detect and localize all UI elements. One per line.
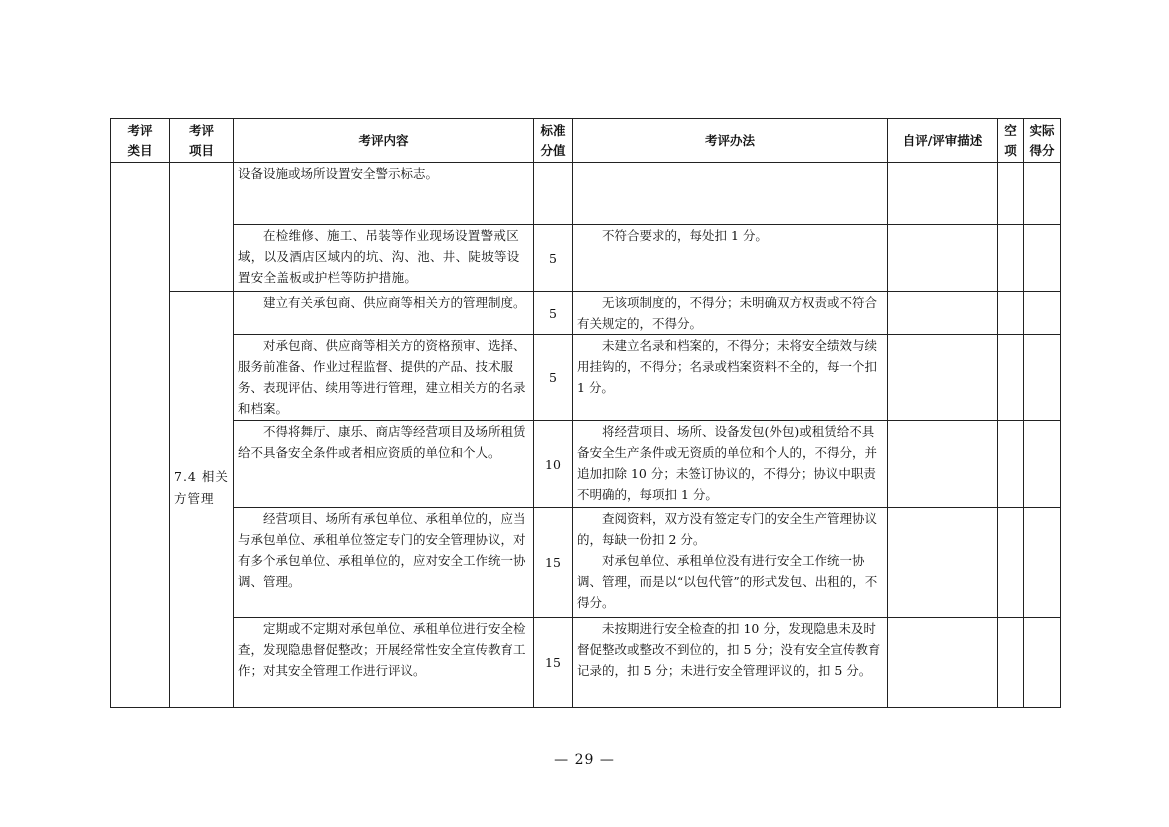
actual-score-cell — [1024, 225, 1061, 292]
method-cell — [573, 335, 888, 421]
self-eval-cell — [888, 335, 998, 421]
item-cell-previous — [170, 163, 234, 292]
score-cell: 10 — [534, 421, 573, 508]
method-cell — [573, 163, 888, 225]
score-cell: 15 — [534, 618, 573, 708]
method-cell — [573, 618, 888, 708]
score-cell: 15 — [534, 508, 573, 618]
header-category — [111, 119, 170, 163]
content-text: 经营项目、场所有承包单位、承租单位的，应当与承包单位、承租单位签定专门的安全管理协议，对有多个承包单位、承租单位的，应对安全工作统一协调、管理。 — [238, 511, 526, 589]
table-row — [111, 618, 1061, 708]
header-score-label: 标准 分值 — [540, 122, 566, 158]
method-text: 未按期进行安全检查的扣 10 分，发现隐患未及时督促整改或整改不到位的，扣 5 分；没有安全宣传教育记录的，扣 5 分；未进行安全管理评议的，扣 5 分。 — [577, 621, 881, 678]
self-eval-cell — [888, 292, 998, 335]
page-number: — 29 — — [554, 752, 615, 768]
content-cell — [234, 508, 534, 618]
header-self-eval-label: 自评/评审描述 — [902, 132, 983, 148]
table-row — [111, 335, 1061, 421]
actual-score-cell — [1024, 421, 1061, 508]
method-text: 未建立名录和档案的，不得分；未将安全绩效与续用挂钩的，不得分；名录或档案资料不全的，每一个扣 1 分。 — [577, 338, 878, 395]
content-cell — [234, 335, 534, 421]
header-content — [234, 119, 534, 163]
header-actual — [1024, 119, 1061, 163]
self-eval-cell — [888, 421, 998, 508]
method-cell — [573, 292, 888, 335]
header-item-label: 考评 项目 — [188, 122, 214, 158]
method-text: 不符合要求的，每处扣 1 分。 — [602, 228, 768, 243]
actual-score-cell — [1024, 163, 1061, 225]
actual-score-cell — [1024, 508, 1061, 618]
actual-score-cell — [1024, 292, 1061, 335]
content-text: 定期或不定期对承包单位、承租单位进行安全检查，发现隐患督促整改；开展经常性安全宣传教育工作；对其安全管理工作进行评议。 — [238, 621, 526, 678]
table-row — [111, 163, 1061, 225]
blank-cell — [998, 618, 1024, 708]
item-label: 7.4 相关方管理 — [174, 469, 229, 506]
content-cell — [234, 618, 534, 708]
blank-cell — [998, 508, 1024, 618]
evaluation-table — [110, 118, 1061, 708]
self-eval-cell — [888, 508, 998, 618]
table-row — [111, 225, 1061, 292]
header-method — [573, 119, 888, 163]
content-cell — [234, 421, 534, 508]
header-category-label: 考评 类目 — [127, 122, 153, 158]
method-cell — [573, 421, 888, 508]
score-cell: 5 — [534, 225, 573, 292]
content-text: 设备设施或场所设置安全警示标志。 — [238, 166, 439, 181]
header-method-label: 考评办法 — [704, 132, 755, 148]
blank-cell — [998, 335, 1024, 421]
header-self-eval — [888, 119, 998, 163]
blank-cell — [998, 225, 1024, 292]
self-eval-cell — [888, 225, 998, 292]
score-cell: 5 — [534, 292, 573, 335]
method-cell — [573, 508, 888, 618]
header-content-label: 考评内容 — [358, 132, 409, 148]
item-cell — [170, 292, 234, 708]
header-item — [170, 119, 234, 163]
header-blank-label: 空 项 — [1004, 122, 1017, 158]
method-text: 查阅资料，双方没有签定专门的安全生产管理协议的，每缺一份扣 2 分。 — [577, 511, 878, 547]
content-text: 对承包商、供应商等相关方的资格预审、选择、服务前准备、作业过程监督、提供的产品、技术服务、表现评估、续用等进行管理，建立相关方的名录和档案。 — [238, 338, 526, 416]
self-eval-cell — [888, 163, 998, 225]
blank-cell — [998, 163, 1024, 225]
table-row — [111, 421, 1061, 508]
table-row — [111, 292, 1061, 335]
content-cell — [234, 225, 534, 292]
method-text-secondary: 对承包单位、承租单位没有进行安全工作统一协调、管理，而是以“以包代管”的形式发包、出租的，不得分。 — [577, 553, 878, 610]
table-header-row — [111, 119, 1061, 163]
content-cell — [234, 292, 534, 335]
method-text: 无该项制度的，不得分；未明确双方权责或不符合有关规定的，不得分。 — [577, 295, 878, 331]
table-row — [111, 508, 1061, 618]
blank-cell — [998, 292, 1024, 335]
blank-cell — [998, 421, 1024, 508]
method-text: 将经营项目、场所、设备发包(外包)或租赁给不具备安全生产条件或无资质的单位和个人的，不得分，并追加扣除 10 分；未签订协议的，不得分；协议中职责不明确的，每项扣 1 分。 — [577, 424, 878, 502]
content-text: 不得将舞厅、康乐、商店等经营项目及场所租赁给不具备安全条件或者相应资质的单位和个人。 — [238, 424, 526, 460]
actual-score-cell — [1024, 335, 1061, 421]
self-eval-cell — [888, 618, 998, 708]
category-cell — [111, 163, 170, 708]
content-cell — [234, 163, 534, 225]
header-actual-label: 实际 得分 — [1029, 122, 1055, 158]
content-text: 建立有关承包商、供应商等相关方的管理制度。 — [263, 295, 526, 310]
score-cell: 5 — [534, 335, 573, 421]
content-text: 在检维修、施工、吊装等作业现场设置警戒区域，以及酒店区域内的坑、沟、池、井、陡坡等设置安全盖板或护栏等防护措施。 — [238, 228, 520, 285]
score-cell — [534, 163, 573, 225]
header-blank — [998, 119, 1024, 163]
method-cell — [573, 225, 888, 292]
actual-score-cell — [1024, 618, 1061, 708]
header-score — [534, 119, 573, 163]
